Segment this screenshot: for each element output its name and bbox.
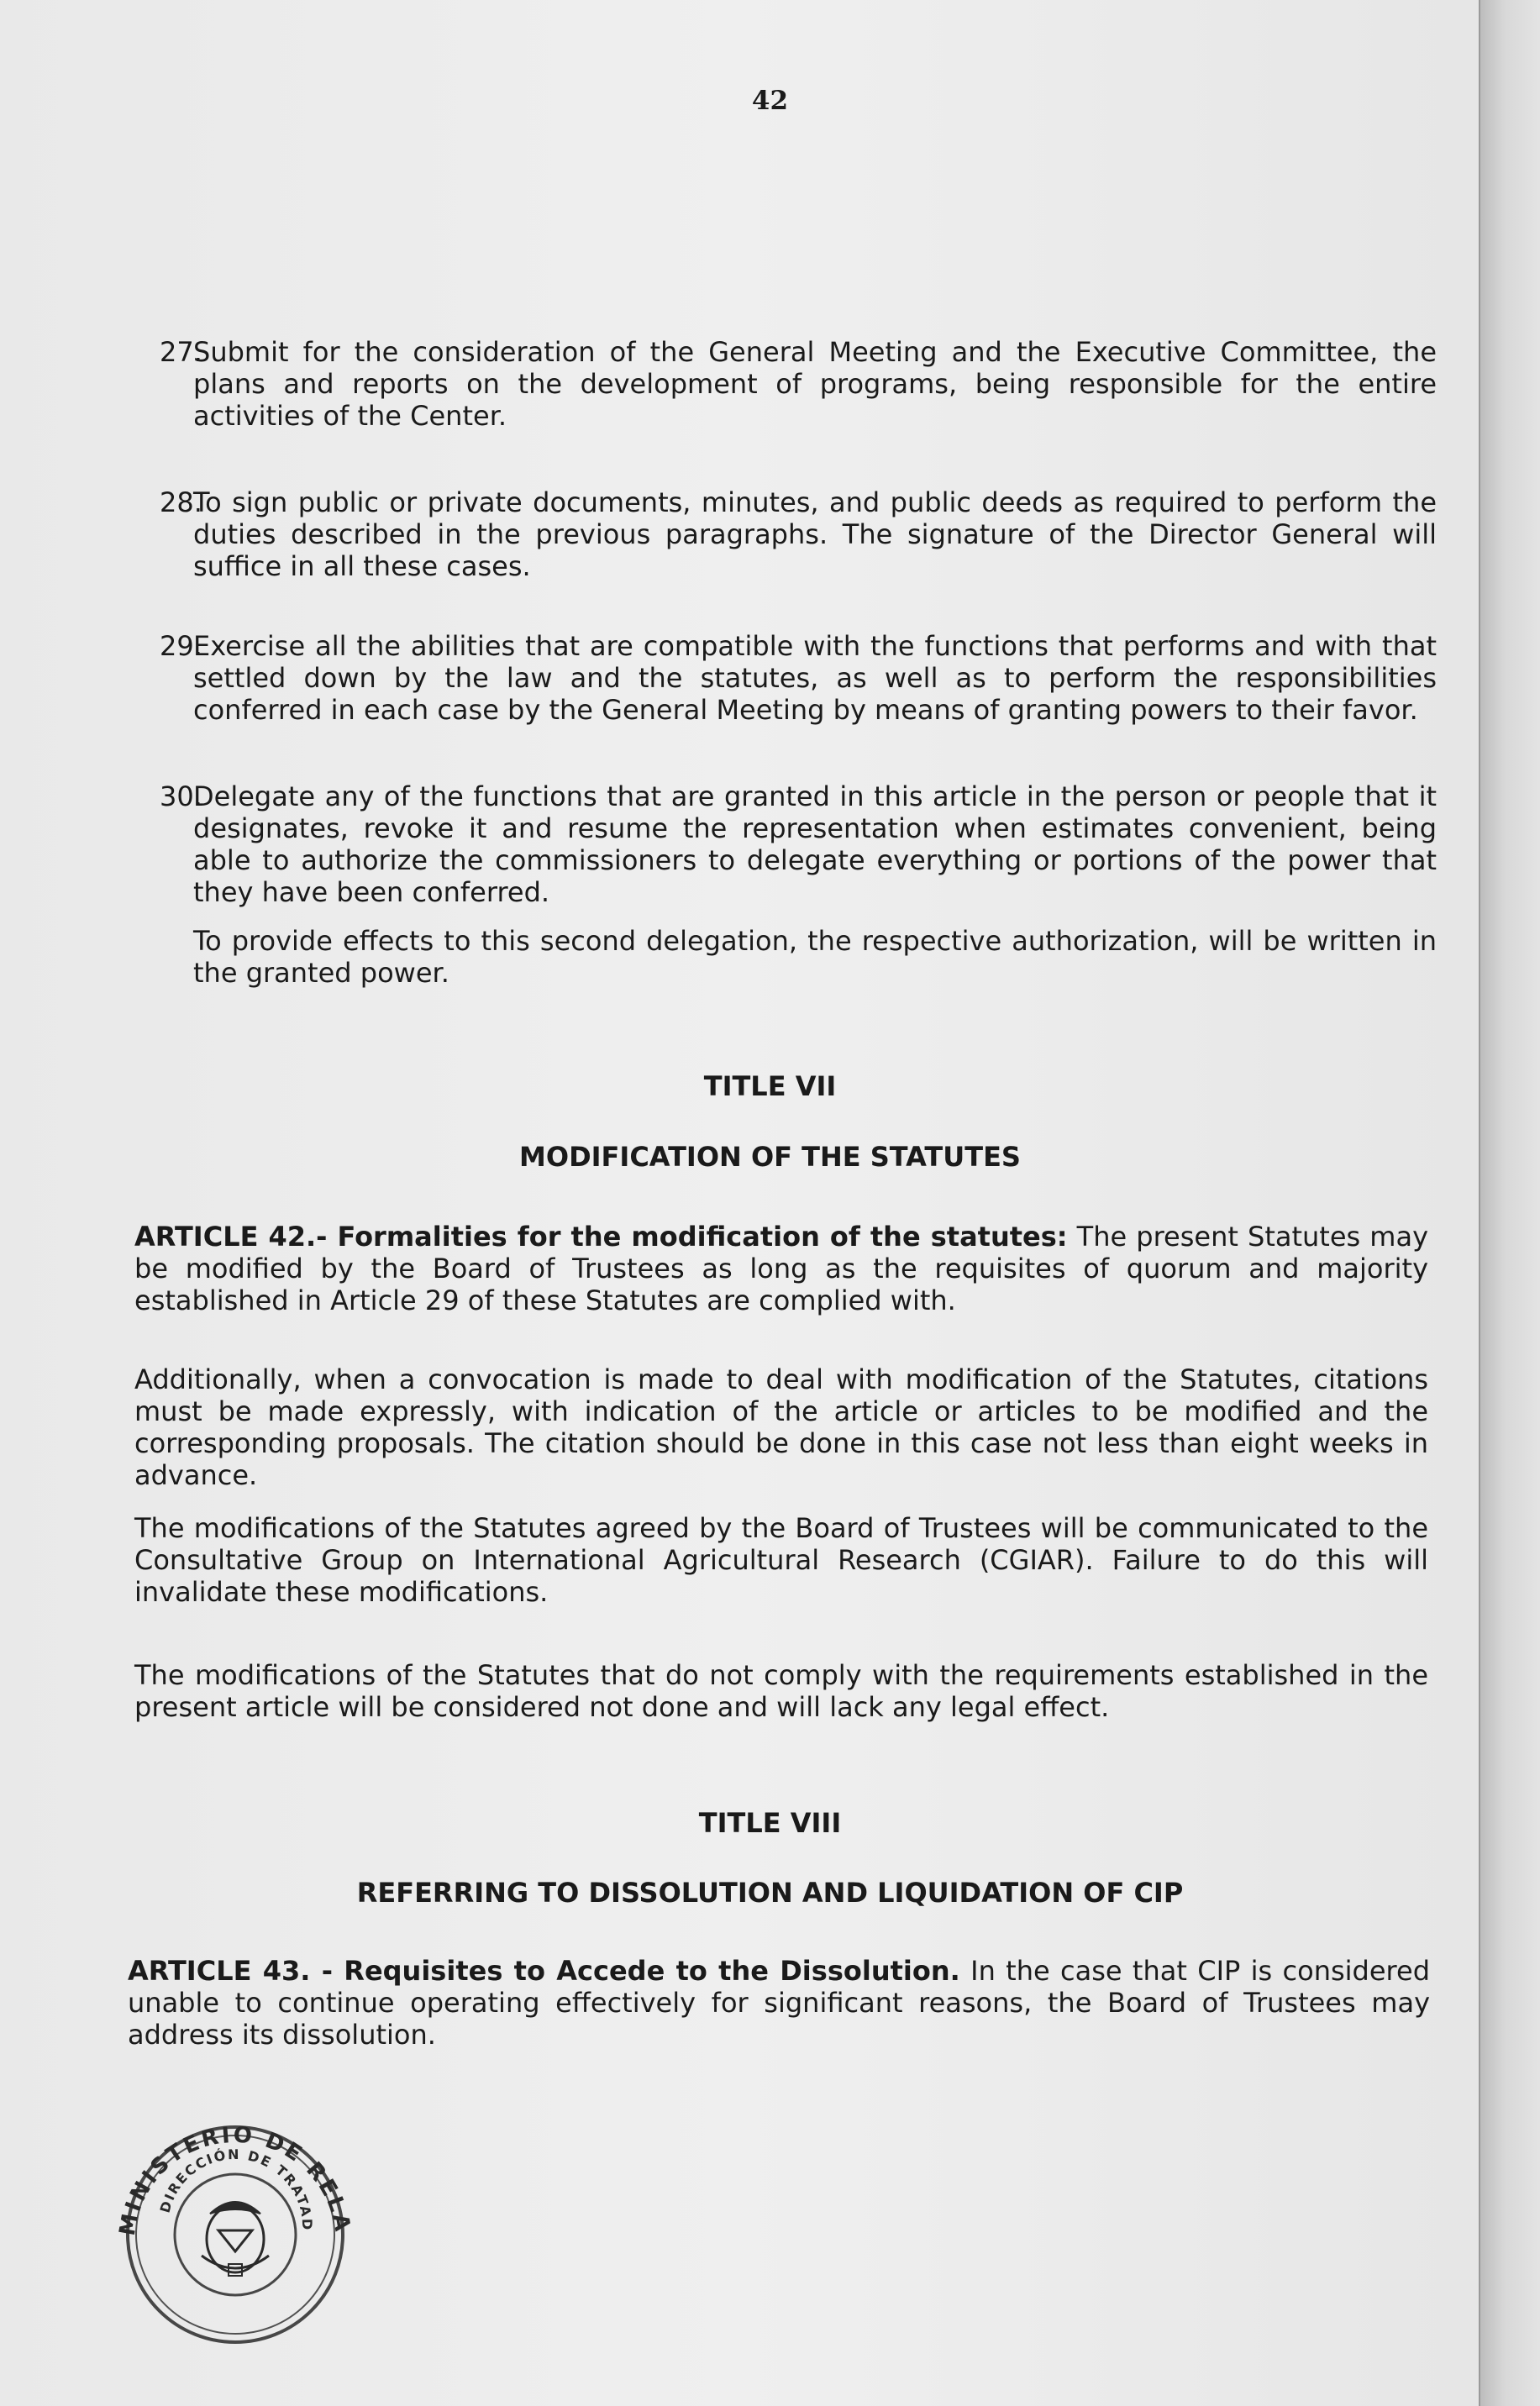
article-text: The present Statutes may be modified by the Board of Trustees as long as the requisites of quorum and majority established in Article 29 of these Statutes are complied with. <box>134 1221 1429 1316</box>
item-number: 28. <box>160 486 202 518</box>
item-text: Submit for the consideration of the General Meeting and the Executive Committee, the plans and reports on the development of programs, being responsible for the entire activities of the Center. <box>193 336 1437 432</box>
item-text: Delegate any of the functions that are granted in this article in the person or people that it designates, revoke it and resume the representation when estimates convenient, being able to authorize the commissioners to delegate everything or portions of the power that they have been conferred. <box>193 780 1437 908</box>
coat-of-arms-icon <box>202 2202 269 2276</box>
item-text: To sign public or private documents, minutes, and public deeds as required to perform the duties described in the previous paragraphs. The signature of the Director General will suffice in all these cases. <box>193 486 1437 582</box>
title-heading: TITLE VIII <box>698 1807 842 1839</box>
article-heading: ARTICLE 42.- Formalities for the modification of the statutes: <box>134 1221 1068 1253</box>
item-text: Exercise all the abilities that are compatible with the functions that performs and with that settled down by the law and the statutes, as well as to perform the responsibilities conferred in each case by the General Meeting by means of granting powers to their favor. <box>193 630 1437 726</box>
stamp-inner-text: DIRECCIÓN DE TRATAD <box>156 2146 316 2232</box>
item-number: 27. <box>160 336 202 368</box>
title-subheading: MODIFICATION OF THE STATUTES <box>519 1141 1021 1173</box>
title-heading: TITLE VII <box>703 1070 837 1102</box>
article-43-paragraph <box>128 1955 1430 2051</box>
stamp-seal <box>84 2075 378 2352</box>
article-42-paragraph <box>134 1221 1428 1316</box>
official-stamp <box>84 2075 378 2356</box>
item-number: 30. <box>160 780 202 812</box>
article-42-paragraph-4: The modifications of the Statutes that do not comply with the requirements established in the present article will be considered not done and will lack any legal effect. <box>134 1659 1428 1723</box>
stamp-outer-text: MINISTERIO DE RELA <box>114 2122 355 2238</box>
title-subheading: REFERRING TO DISSOLUTION AND LIQUIDATION OF CIP <box>356 1877 1184 1909</box>
page-number: 42 <box>751 86 789 116</box>
page-edge <box>1479 0 1540 2406</box>
article-42-paragraph-3: The modifications of the Statutes agreed by the Board of Trustees will be communicated to the Consultative Group on International Agricultural Research (CGIAR). Failure to do this will invalidate these modifications. <box>134 1512 1428 1608</box>
item-number: 29. <box>160 630 202 662</box>
article-42-paragraph-2: Additionally, when a convocation is made to deal with modification of the Statutes, citations must be made expressly, with indication of the article or articles to be modified and the corresponding proposals. The citation should be done in this case not less than eight weeks in advance. <box>134 1363 1428 1491</box>
article-text: In the case that CIP is considered unable to continue operating effectively for significant reasons, the Board of Trustees may address its dissolution. <box>128 1955 1431 2051</box>
article-heading: ARTICLE 43. - Requisites to Accede to the Dissolution. <box>128 1955 960 1987</box>
item-text-continuation: To provide effects to this second delegation, the respective authorization, will be written in the granted power. <box>193 925 1437 989</box>
